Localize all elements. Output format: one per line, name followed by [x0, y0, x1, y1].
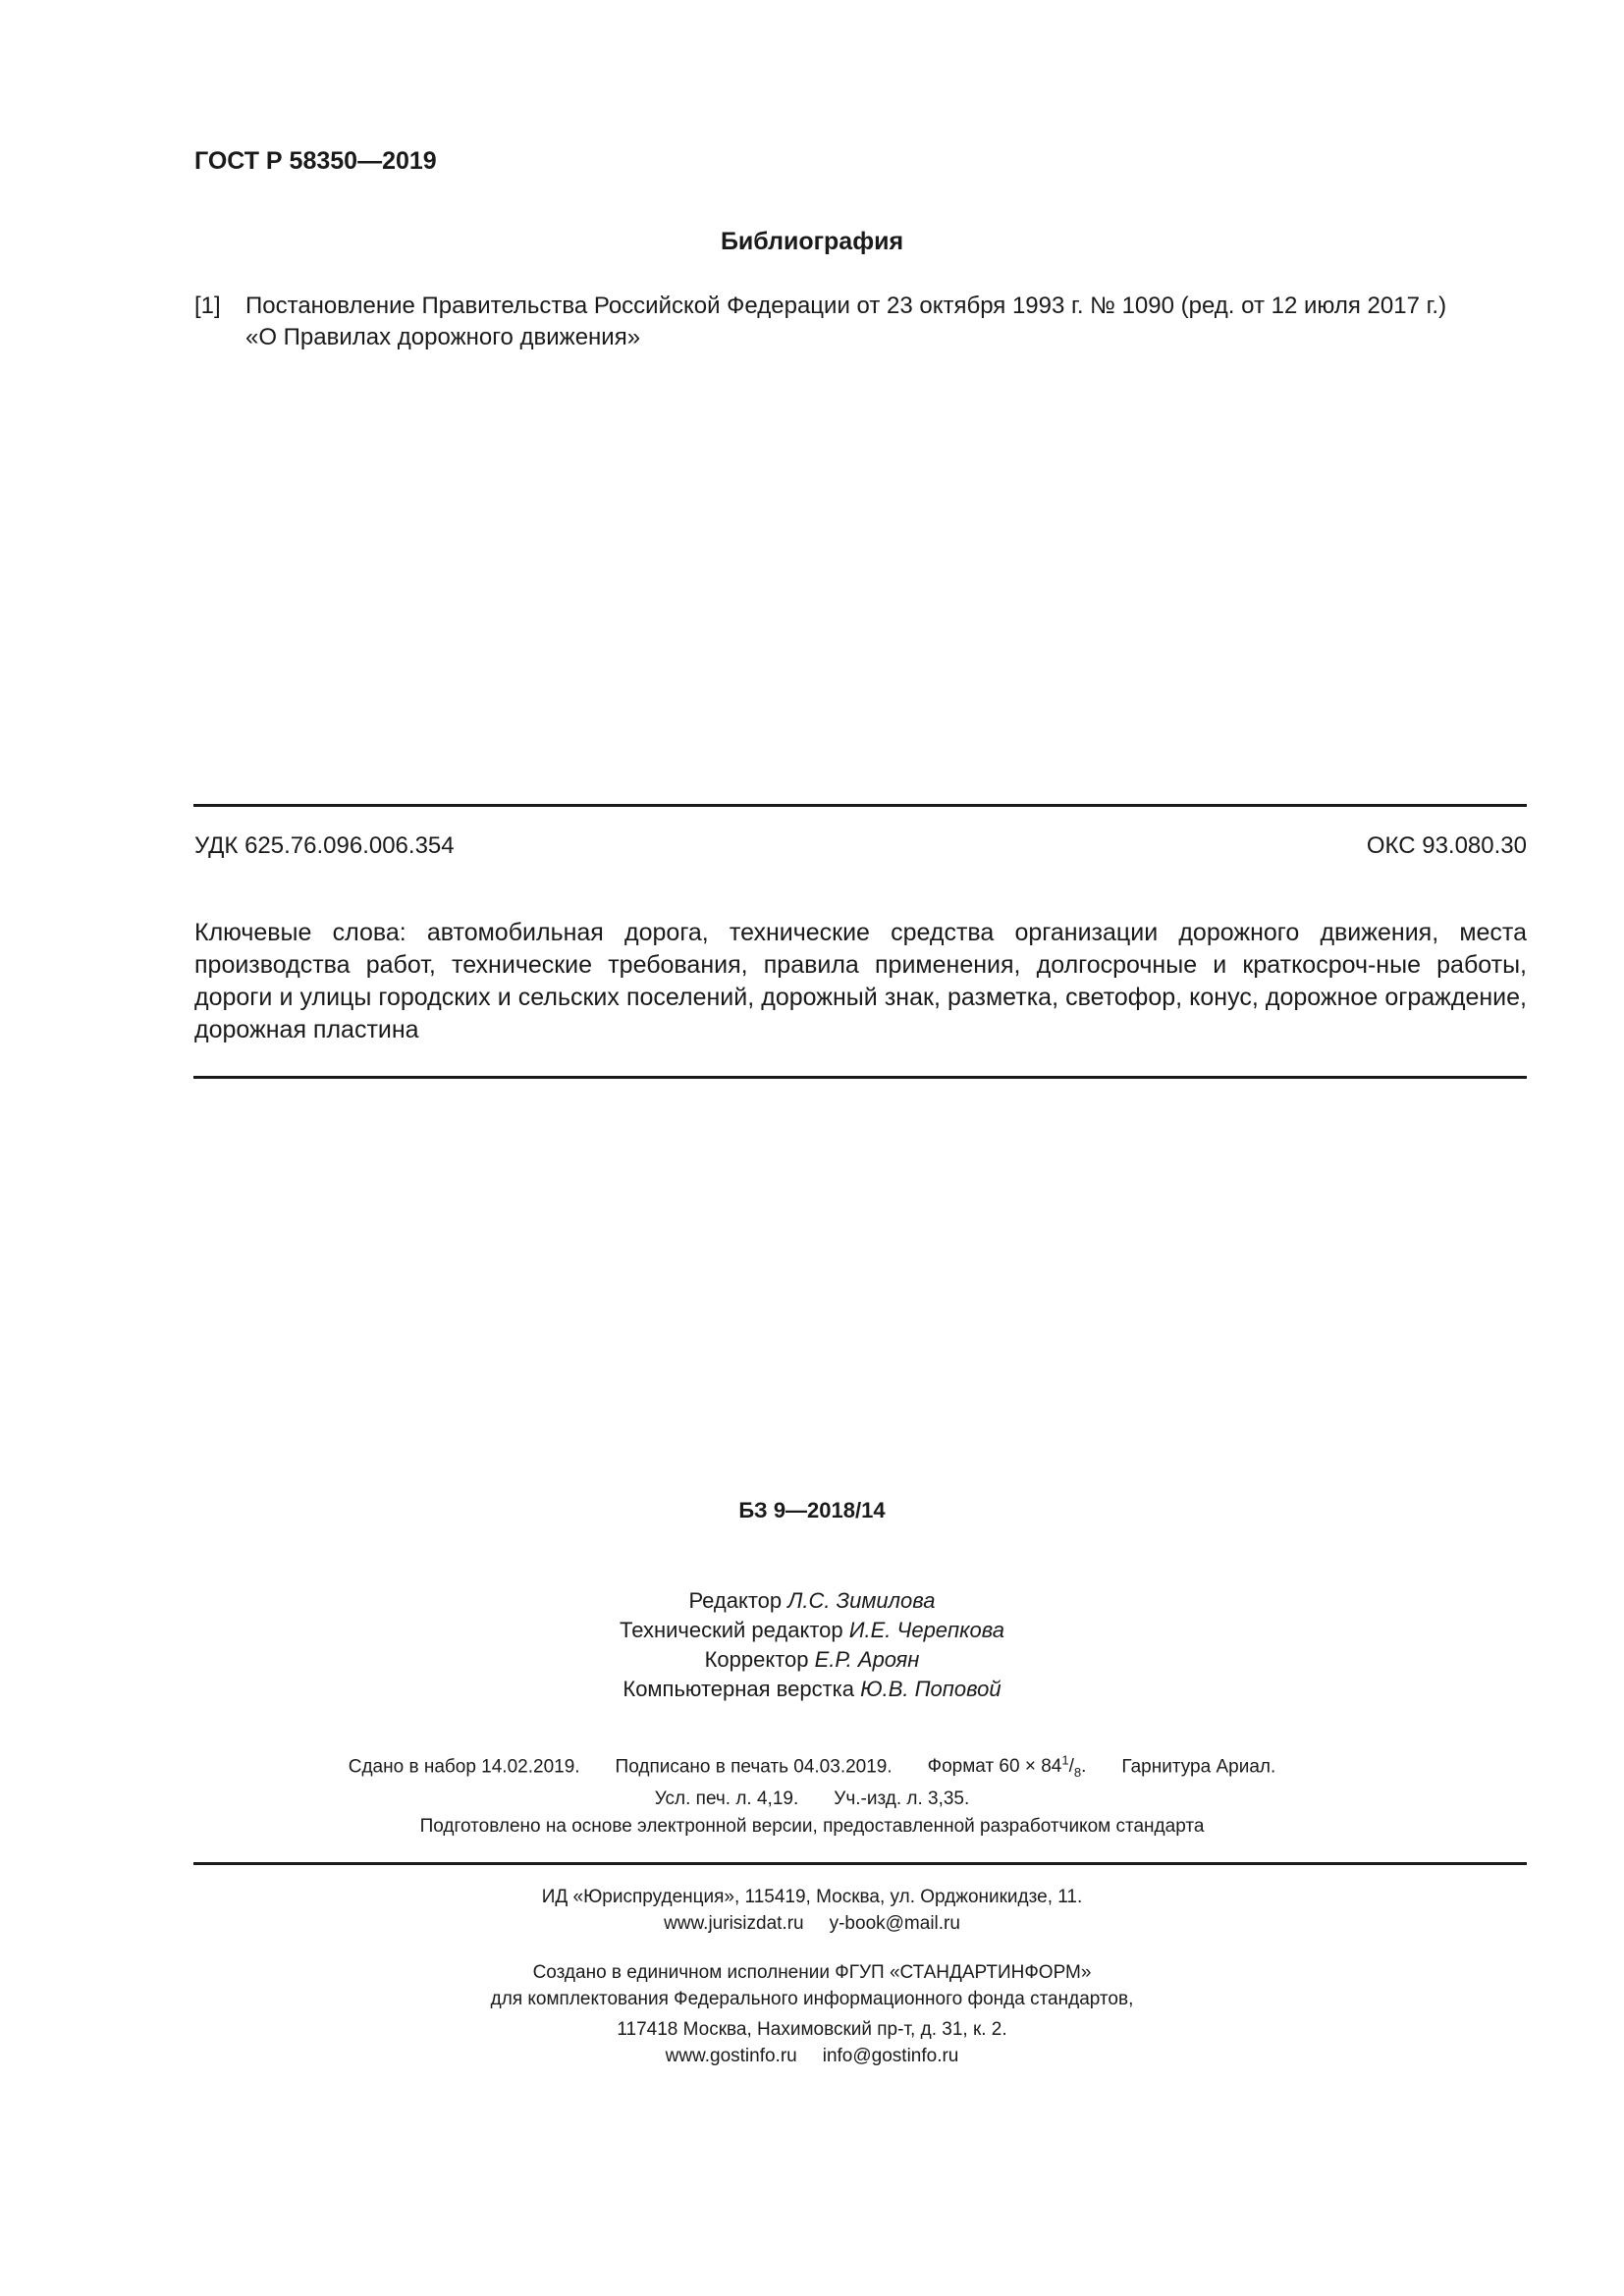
editor-line: [0, 1645, 1624, 1675]
format: Формат $60 \times 84^1/_8$.: [927, 1753, 1087, 1781]
signed-date: Подписано в печать 04.03.2019.: [615, 1756, 893, 1778]
publisher-sheets: Уч.-изд. л. 3,35.: [834, 1789, 970, 1810]
editor-line: [0, 1586, 1624, 1616]
editor-role: Редактор: [688, 1588, 783, 1613]
divider-top: [193, 804, 1527, 807]
publisher-address: ИД «Юриспруденция», 115419, Москва, ул. Орджоникидзе, 11.: [541, 1887, 1083, 1907]
reference-number: [1]: [194, 293, 221, 319]
reference-line-2: «О Правилах дорожного движения»: [245, 324, 641, 350]
creator-line-2: для комплектования Федерального информационного фонда стандартов,: [490, 1989, 1134, 2009]
imprint: [0, 1747, 1624, 1812]
publisher-contacts: [0, 1910, 1624, 1937]
print-sheets: Усл. печ. л. 4,19.: [654, 1789, 799, 1810]
editor-name: Ю.В. Поповой: [860, 1677, 1001, 1701]
editor-name: И.Е. Черепкова: [848, 1618, 1004, 1642]
bibliography-item: [194, 291, 1530, 353]
bz-code: БЗ 9—2018/14: [738, 1498, 886, 1522]
divider-keywords: [193, 1076, 1527, 1079]
editor-role: Технический редактор: [620, 1618, 843, 1642]
oks-code: ОКС 93.080.30: [1366, 832, 1527, 859]
editor-role: Корректор: [704, 1647, 809, 1672]
creator-line-1: Создано в единичном исполнении ФГУП «СТАНДАРТИНФОРМ»: [532, 1962, 1092, 1983]
submitted-date: Сдано в набор 14.02.2019.: [348, 1756, 580, 1778]
prepared-note: Подготовлено на основе электронной версии, предоставленной разработчиком стандарта: [419, 1816, 1205, 1837]
editor-name: Л.С. Зимилова: [787, 1588, 936, 1613]
keywords: Ключевые слова: автомобильная дорога, технические средства организации дорожного движения, места производства работ, технические требования, правила применения, долгосрочные и краткосроч-ные работы, дороги и улицы городских и сельских поселений, дорожный знак, разметка, светофор, конус, дорожное ограждение, дорожная пластина: [194, 919, 1527, 1043]
editor-name: Е.Р. Ароян: [814, 1647, 920, 1672]
publisher-website-link[interactable]: www.jurisizdat.ru: [664, 1913, 804, 1934]
creator-contacts: [0, 2043, 1624, 2069]
typeface: Гарнитура Ариал.: [1121, 1756, 1276, 1778]
imprint-line-1: [0, 1747, 1624, 1786]
publisher-info: [0, 1884, 1624, 1937]
creator-info: [0, 1959, 1624, 2012]
editor-role: Компьютерная верстка: [623, 1677, 854, 1701]
editors-list: [0, 1586, 1624, 1704]
editor-line: [0, 1616, 1624, 1645]
reference-line-1: Постановление Правительства Российской Федерации от 23 октября 1993 г. № 1090 (ред. от 12 июля 2017 г.): [245, 293, 1447, 319]
creator-website-link[interactable]: www.gostinfo.ru: [665, 2046, 797, 2066]
creator-email-link[interactable]: info@gostinfo.ru: [822, 2046, 959, 2066]
editor-line: [0, 1675, 1624, 1704]
udk-code: УДК 625.76.096.006.354: [194, 832, 455, 859]
publisher-email-link[interactable]: y-book@mail.ru: [829, 1913, 960, 1934]
standard-code: ГОСТ Р 58350—2019: [194, 147, 437, 175]
divider-bottom: [193, 1862, 1527, 1865]
imprint-line-2: [0, 1786, 1624, 1812]
reference-text: [245, 291, 1530, 353]
bibliography-title: Библиография: [720, 228, 904, 255]
creator-address-block: [0, 2016, 1624, 2069]
creator-address: 117418 Москва, Нахимовский пр-т, д. 31, к. 2.: [617, 2019, 1007, 2040]
